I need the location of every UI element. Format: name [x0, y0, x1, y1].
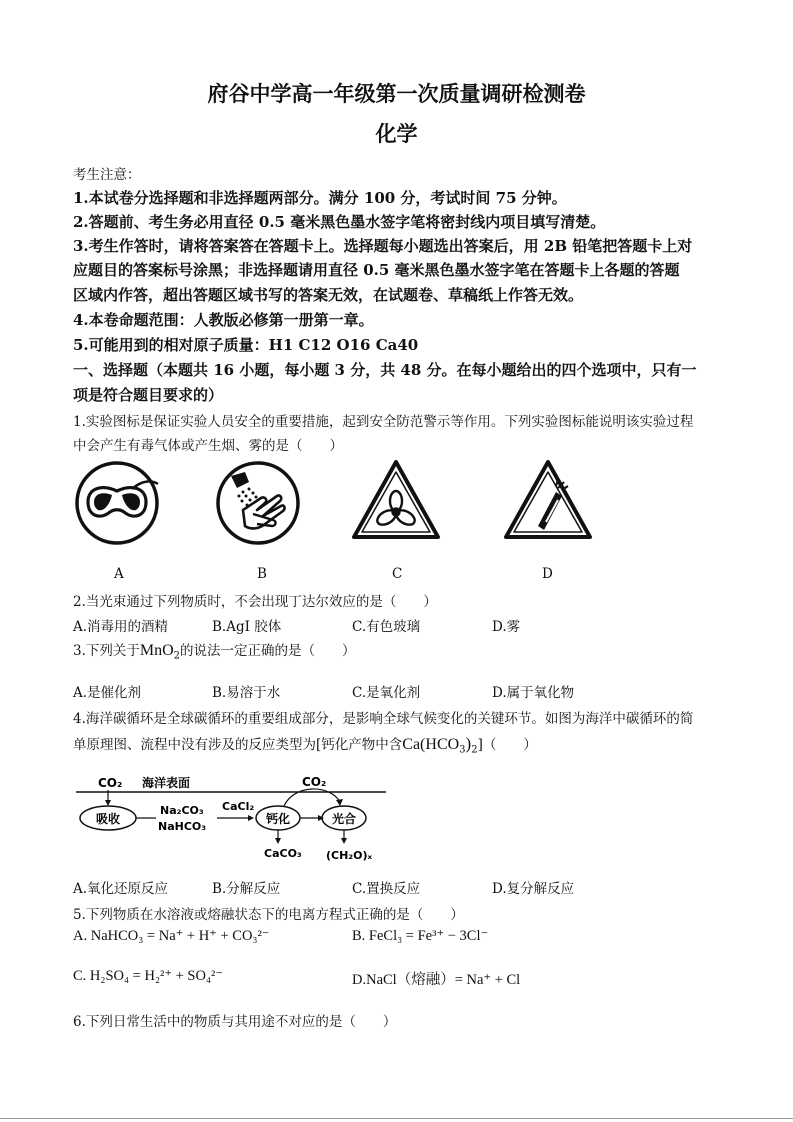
q1-label-d: D: [542, 566, 553, 582]
q5-option-a: A. NaHCO₃ = Na⁺ + H⁺ + CO₃²⁻: [73, 928, 270, 944]
notice-item: 区域内作答，超出答题区域书写的答案无效，在试题卷、草稿纸上作答无效。: [73, 286, 584, 304]
notice-item: 2.答题前、考生务必用直径 0.5 毫米黑色墨水签字笔将密封线内项目填写清楚。: [73, 213, 606, 231]
q2-option-c: C.有色玻璃: [352, 619, 421, 635]
q2-option-a: A.消毒用的酒精: [73, 619, 169, 635]
hand-wash-icon: [213, 458, 303, 548]
q5-option-d: D.NaCl（熔融）= Na⁺ + Cl: [352, 972, 521, 988]
q3-option-c: C.是氧化剂: [352, 685, 421, 701]
q1-stem-cont: 中会产生有毒气体或产生烟、雾的是（ ）: [73, 438, 343, 454]
diagram-photosynthesis: 光合: [332, 812, 357, 826]
diagram-calcify: 钙化: [266, 812, 291, 826]
q1-stem: 1.实验图标是保证实验人员安全的重要措施，起到安全防范警示等作用。下列实验图标能说明该实验过程: [73, 414, 694, 430]
q5-option-c: C. H₂SO₄ = H₂²⁺ + SO₄²⁻: [73, 968, 224, 984]
q4-formula: Ca(HCO: [402, 736, 460, 753]
hot-surface-warning-icon: [502, 458, 594, 542]
q4-formula-close: ): [465, 734, 472, 753]
goggles-icon: [72, 458, 162, 548]
diagram-sea-surface: 海洋表面: [142, 776, 191, 790]
q3-option-b: B.易溶于水: [212, 685, 281, 701]
diagram-na2co3: Na₂CO₃: [160, 804, 204, 817]
q1-label-a: A: [114, 566, 124, 582]
exam-title: 府谷中学高一年级第一次质量调研检测卷: [207, 81, 586, 106]
notice-item: 5.可能用到的相对原子质量：H1 C12 O16 Ca40: [73, 336, 419, 354]
diagram-absorb: 吸收: [96, 812, 121, 826]
q4-stem: 4.海洋碳循环是全球碳循环的重要组成部分，是影响全球气候变化的关键环节。如图为海洋中碳循环的简: [73, 711, 694, 727]
notice-item: 3.考生作答时，请将答案答在答题卡上。选择题每小题选出答案后，用 2B 铅笔把答题卡上对: [73, 237, 693, 255]
q4-formula-sub2: 2: [471, 744, 478, 756]
q2-stem: 2.当光束通过下列物质时，不会出现丁达尔效应的是（ ）: [73, 594, 437, 610]
q1-label-c: C: [392, 566, 403, 582]
q2-option-d: D.雾: [492, 619, 521, 635]
q3-option-d: D.属于氧化物: [492, 685, 575, 701]
q4-option-b: B.分解反应: [212, 881, 281, 897]
q4-option-c: C.置换反应: [352, 881, 421, 897]
q4-option-d: D.复分解反应: [492, 881, 575, 897]
notice-item: 应题目的答案标号涂黑；非选择题请用直径 0.5 毫米黑色墨水签字笔在答题卡上各题的答题: [73, 261, 680, 279]
q3-formula-sub: 2: [173, 650, 181, 662]
q3-stem-post: 的说法一定正确的是（ ）: [180, 643, 356, 659]
q3-stem-pre: 3.下列关于: [73, 643, 140, 659]
q3-stem: [73, 639, 356, 662]
diagram-cacl2: CaCl₂: [222, 800, 255, 813]
carbon-cycle-diagram: [72, 770, 392, 868]
fan-warning-icon: [350, 458, 442, 542]
section-heading-cont: 项是符合题目要求的）: [73, 386, 224, 404]
q6-stem: 6.下列日常生活中的物质与其用途不对应的是（ ）: [73, 1014, 397, 1030]
notice-item: 1.本试卷分选择题和非选择题两部分。满分 100 分，考试时间 75 分钟。: [73, 189, 567, 207]
q4-stem-post: ]（ ）: [477, 737, 537, 753]
section-heading: 一、选择题（本题共 16 小题，每小题 3 分，共 48 分。在每小题给出的四个选项中，只有一: [73, 361, 697, 379]
q3-option-a: A.是催化剂: [73, 685, 142, 701]
q4-stem-pre: 单原理图、流程中没有涉及的反应类型为[钙化产物中含: [73, 737, 403, 753]
q4-stem-cont: [73, 733, 537, 756]
q3-formula: MnO: [139, 642, 174, 659]
subject-title: 化学: [375, 121, 418, 146]
q1-label-b: B: [257, 566, 267, 582]
diagram-co2-left: CO₂: [98, 776, 123, 790]
diagram-nahco3: NaHCO₃: [158, 820, 207, 833]
q4-formula-sub: 3: [459, 744, 466, 756]
diagram-ch2o: (CH₂O)ₓ: [326, 849, 373, 862]
diagram-co2-right: CO₂: [302, 775, 327, 789]
diagram-caco3: CaCO₃: [264, 847, 302, 860]
q5-stem: 5.下列物质在水溶液或熔融状态下的电离方程式正确的是（ ）: [73, 907, 464, 923]
q2-option-b: B.AgI 胶体: [212, 619, 282, 635]
q5-option-b: B. FeCl₃ = Fe³⁺ − 3Cl⁻: [352, 928, 489, 944]
notice-heading: 考生注意：: [73, 167, 141, 183]
notice-item: 4.本卷命题范围：人教版必修第一册第一章。: [73, 311, 374, 329]
page-bottom-rule: [0, 1118, 793, 1119]
q4-option-a: A.氧化还原反应: [73, 881, 169, 897]
